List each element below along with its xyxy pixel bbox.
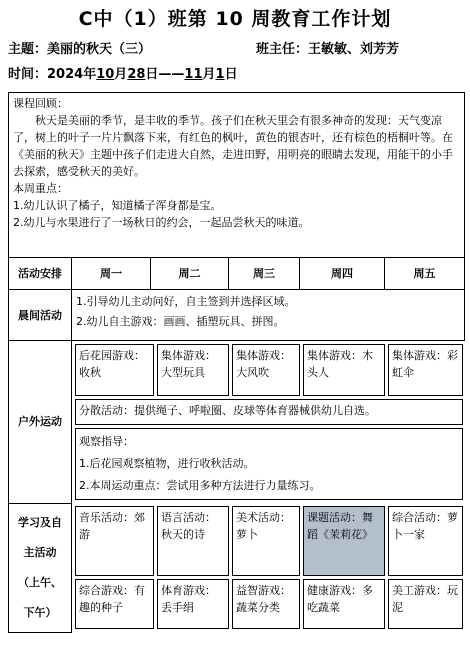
header-cell-wed: 周三	[229, 258, 300, 290]
month-char-1: 月	[114, 67, 128, 82]
teacher-line	[256, 38, 399, 57]
study-row	[9, 503, 465, 632]
study-pm-wed: 益智游戏：蔬菜分类	[232, 579, 300, 629]
outdoor-content	[72, 341, 465, 504]
theme-line	[8, 38, 151, 57]
theme-value: 美丽的秋天（三）	[47, 42, 152, 57]
focus-item-1: 1.幼儿认识了橘子，知道橘子浑身都是宝。	[13, 199, 222, 212]
month-char-2: 月	[202, 67, 216, 82]
study-am-tue: 语言活动：秋天的诗	[157, 506, 229, 576]
outdoor-game-thu: 集体游戏：木头人	[303, 344, 385, 396]
study-grid	[72, 503, 466, 632]
end-day: 1	[215, 67, 225, 82]
teacher-value: 王敏敏、刘芳芳	[308, 42, 400, 57]
outdoor-row	[9, 341, 465, 504]
study-label-3: （上午、	[18, 575, 62, 589]
study-am-thu: 课题活动：舞蹈《茉莉花》	[303, 506, 385, 576]
teacher-label: 班主任：	[256, 42, 309, 57]
morning-line-1: 1.引导幼儿主动问好，自主签到并选择区域。	[76, 295, 296, 308]
header-cell-mon: 周一	[72, 258, 151, 290]
header-row	[9, 258, 465, 290]
review-title: 课程回顾：	[13, 97, 68, 110]
start-month: 10	[96, 67, 115, 82]
header-cell-fri: 周五	[385, 258, 465, 290]
review-row	[9, 93, 465, 258]
focus-item-2: 2.幼儿与水果进行了一场秋日的约会，一起品尝秋天的味道。	[13, 216, 310, 229]
focus-title: 本周重点：	[13, 182, 68, 195]
outdoor-games-grid	[72, 341, 466, 503]
day-char-1: 日	[145, 67, 159, 82]
study-pm-thu: 健康游戏：多吃蔬菜	[303, 579, 385, 629]
outdoor-label: 户外运动	[9, 341, 72, 504]
morning-line-2: 2.幼儿自主游戏：画画、插塑玩具、拼图。	[76, 315, 285, 328]
date-dash: ——	[158, 67, 185, 82]
review-body: 秋天是美丽的季节，是丰收的季节。孩子们在秋天里会有很多神奇的发现：天气变凉了，树上的叶子一片片飘落下来，有红色的枫叶，黄色的银杏叶，还有棕色的梧桐叶等。在《美丽的秋天》主题中孩子们走进大自然，走进田野，用明亮的眼睛去发现，用能干的小手去探索，感受秋天的美好。	[13, 114, 453, 178]
end-month: 11	[184, 67, 203, 82]
study-label	[9, 503, 72, 632]
weekly-plan-table	[8, 92, 465, 633]
study-am-fri: 综合活动：萝卜一家	[388, 506, 463, 576]
time-label: 时间：	[8, 67, 48, 82]
theme-label: 主题：	[8, 42, 48, 57]
observe-item-1: 1.后花园观察植物，进行收秋活动。	[79, 457, 255, 470]
outdoor-observe	[75, 428, 463, 500]
study-am-mon: 音乐活动：郊游	[75, 506, 154, 576]
header-cell-thu: 周四	[300, 258, 385, 290]
morning-label: 晨间活动	[9, 290, 72, 341]
study-label-4: 下午）	[23, 605, 57, 619]
study-pm-mon: 综合游戏：有趣的种子	[75, 579, 154, 629]
observe-title: 观察指导：	[79, 435, 134, 448]
study-label-2: 主活动	[23, 545, 57, 559]
header-cell-tue: 周二	[151, 258, 229, 290]
outdoor-scattered: 分散活动：提供绳子、呼啦圈、皮球等体育器械供幼儿自选。	[75, 399, 463, 425]
time-line	[8, 63, 238, 82]
outdoor-game-fri: 集体游戏：彩虹伞	[388, 344, 463, 396]
time-year: 2024年	[47, 67, 97, 82]
day-char-2: 日	[224, 67, 238, 82]
review-cell	[9, 93, 465, 258]
study-label-1: 学习及自	[18, 515, 62, 529]
study-pm-tue: 体育游戏：丢手绢	[157, 579, 229, 629]
study-am-wed: 美术活动：萝卜	[232, 506, 300, 576]
outdoor-game-wed: 集体游戏：大风吹	[232, 344, 300, 396]
morning-row	[9, 290, 465, 341]
study-pm-fri: 美工游戏：玩泥	[388, 579, 463, 629]
outdoor-game-mon: 后花园游戏：收秋	[75, 344, 154, 396]
header-cell-activity: 活动安排	[9, 258, 72, 290]
start-day: 28	[127, 67, 146, 82]
observe-item-2: 2.本周运动重点：尝试用多种方法进行力量练习。	[79, 479, 321, 492]
page-title: C中（1）班第 10 周教育工作计划	[78, 8, 392, 30]
study-content	[72, 503, 465, 632]
outdoor-game-tue: 集体游戏：大型玩具	[157, 344, 229, 396]
morning-content	[72, 290, 465, 341]
